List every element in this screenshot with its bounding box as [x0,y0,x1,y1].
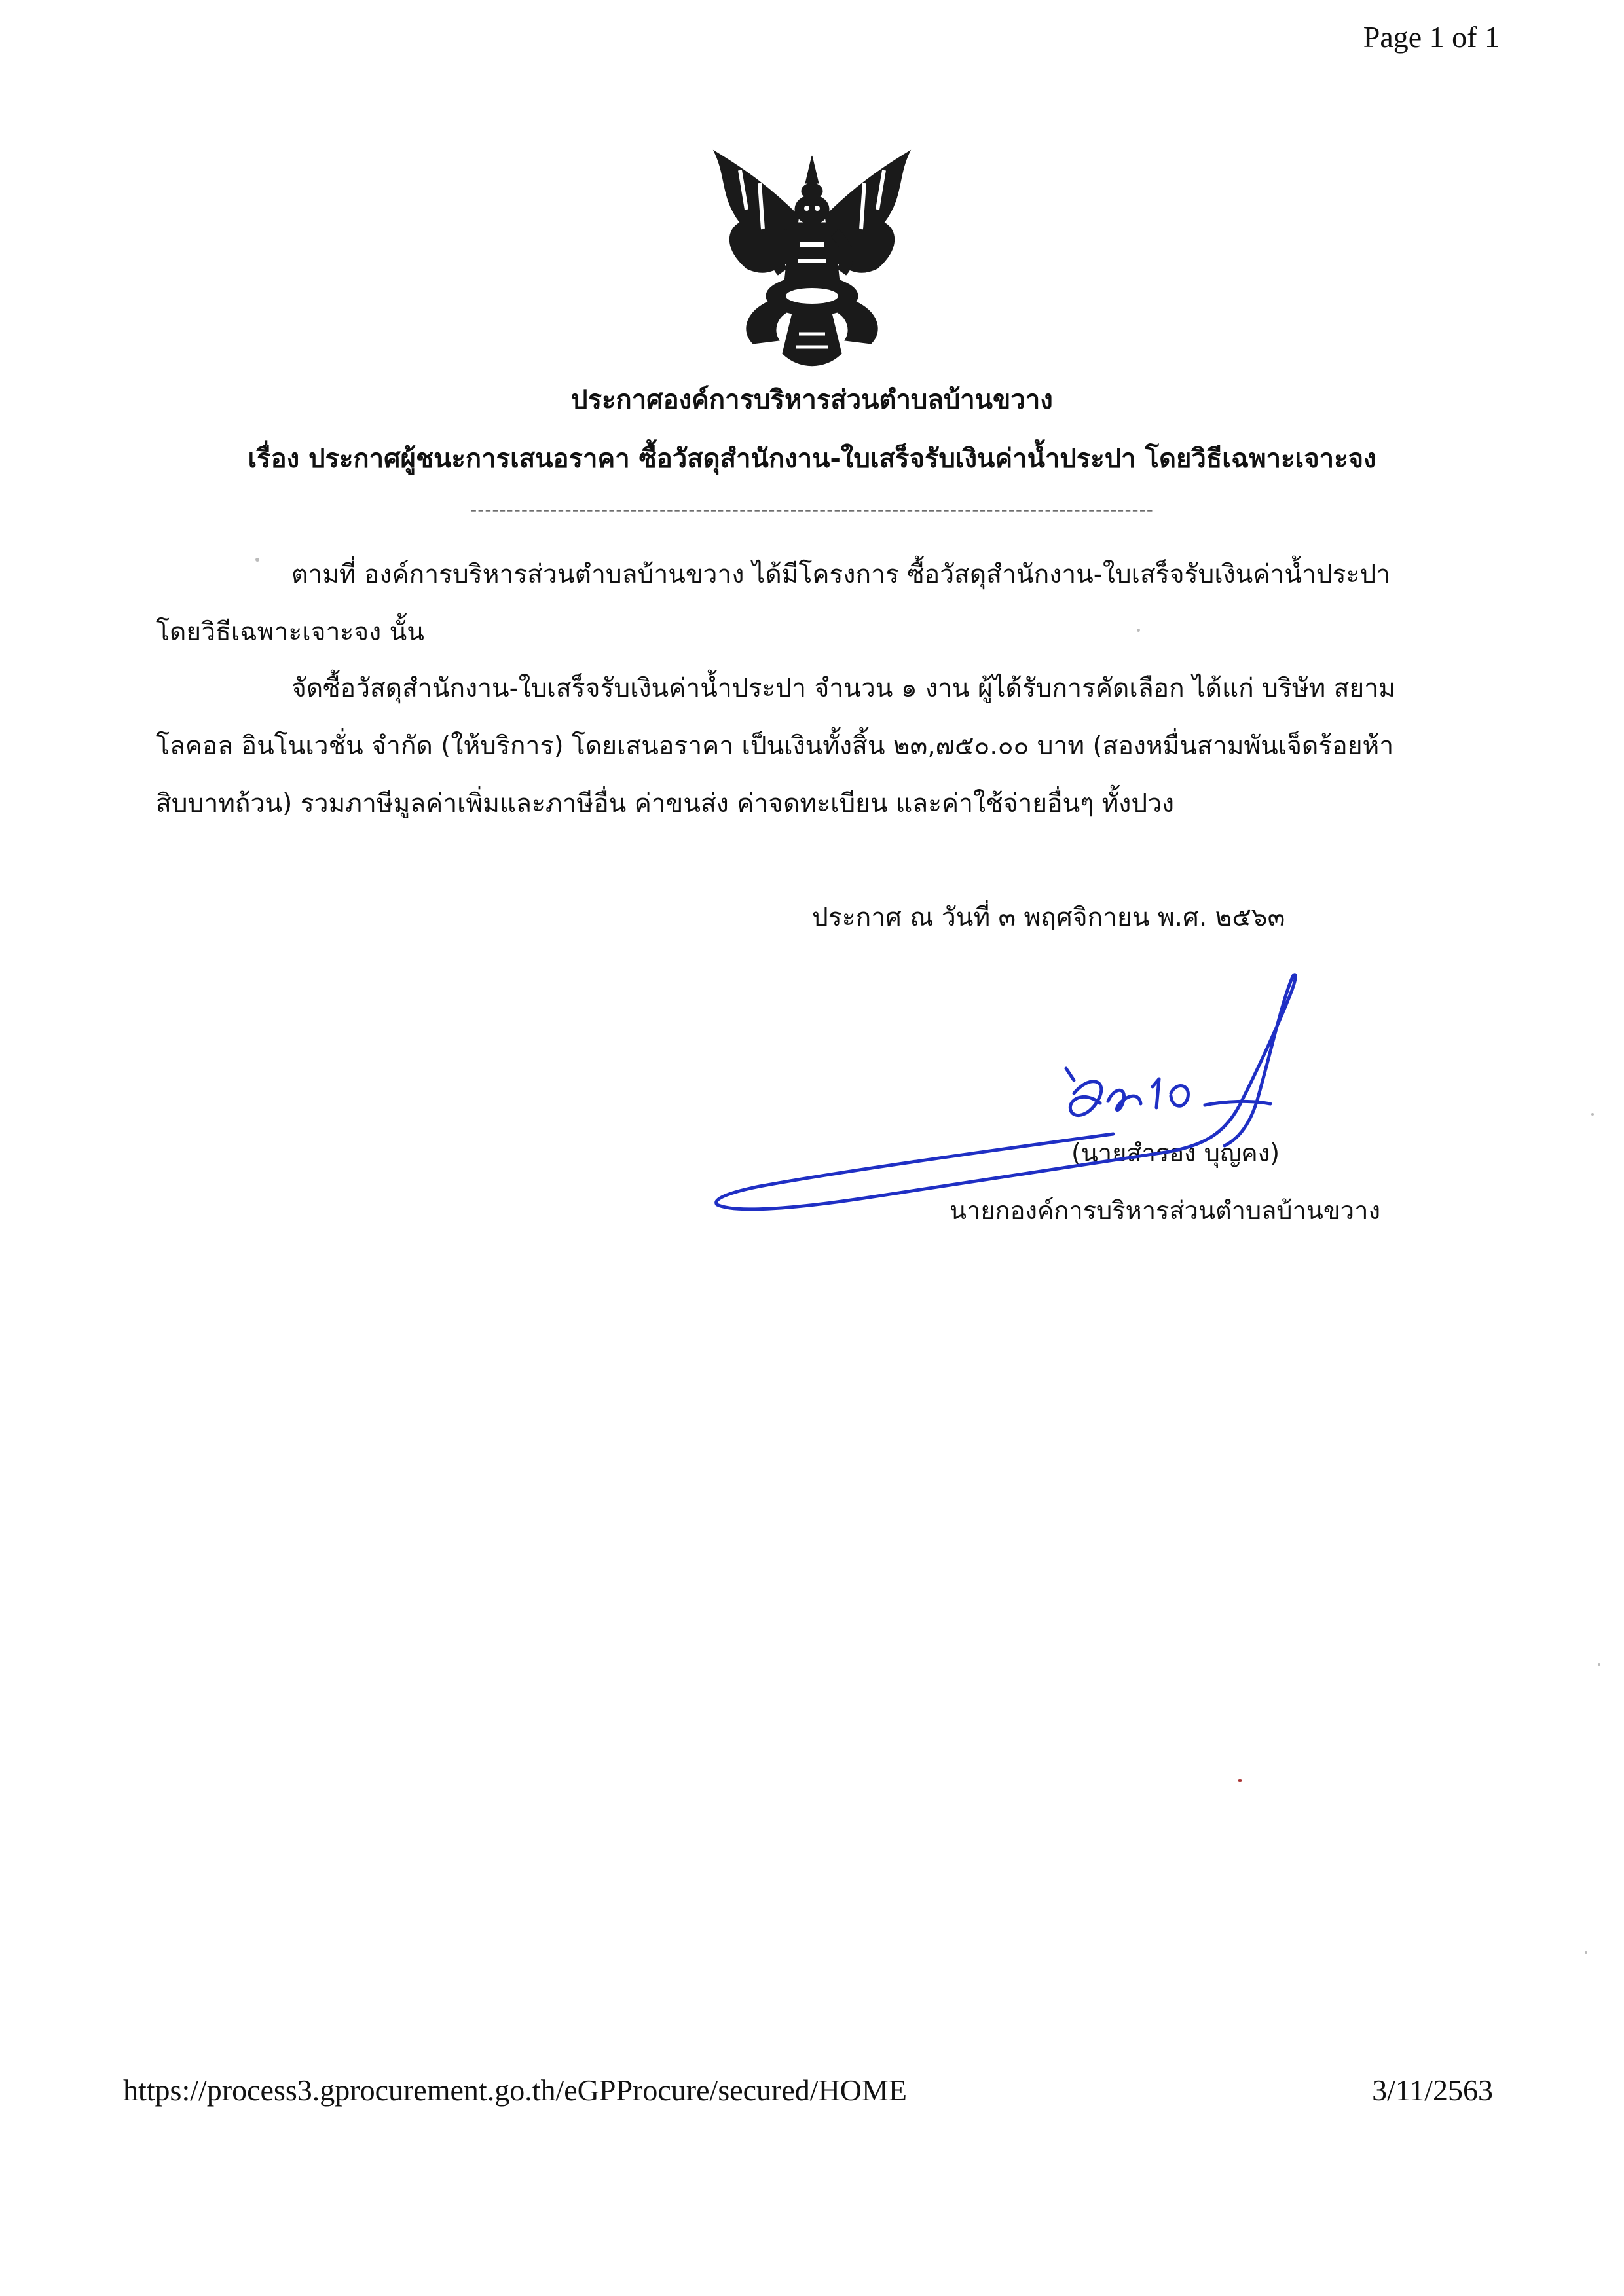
announcement-date: ประกาศ ณ วันที่ ๓ พฤศจิกายน พ.ศ. ๒๕๖๓ [812,903,1285,932]
page-counter: Page 1 of 1 [1363,20,1500,54]
handwritten-signature [707,956,1428,1244]
scan-speck [255,558,259,562]
paragraph-2-line-3: สิบบาทถ้วน) รวมภาษีมูลค่าเพิ่มและภาษีอื่น ค่าขนส่ง ค่าจดทะเบียน และค่าใช้จ่ายอื่นๆ ทั้งปวง [156,789,1175,818]
signer-title: นายกองค์การบริหารส่วนตำบลบ้านขวาง [950,1196,1381,1225]
announcement-subject: เรื่อง ประกาศผู้ชนะการเสนอราคา ซื้อวัสดุสำนักงาน-ใบเสร็จรับเงินค่าน้ำประปา โดยวิธีเฉพาะเจาะจง [248,444,1376,474]
scan-speck [1598,1663,1600,1666]
divider-line: ---------------------------------------------------------------------------------------------- [470,499,1154,520]
signer-name: (นายสำรอง บุญคง) [1071,1139,1280,1167]
announcement-title: ประกาศองค์การบริหารส่วนตำบลบ้านขวาง [571,385,1053,415]
scan-speck [1591,1113,1594,1116]
footer-date: 3/11/2563 [1372,2073,1493,2107]
paragraph-2-line-2: โลคอล อินโนเวชั่น จำกัด (ให้บริการ) โดยเสนอราคา เป็นเงินทั้งสิ้น ๒๓,๗๕๐.๐๐ บาท (สองหมื่นสามพันเจ็ดร้อยห้า [156,731,1394,761]
garuda-emblem-icon [701,144,923,373]
paragraph-2-line-1: จัดซื้อวัสดุสำนักงาน-ใบเสร็จรับเงินค่าน้ำประปา จำนวน ๑ งาน ผู้ได้รับการคัดเลือก ได้แก่ บริษัท สยาม [291,674,1395,703]
scan-speck [1585,1951,1587,1954]
scan-speck [1137,629,1140,632]
paragraph-1-line-1: ตามที่ องค์การบริหารส่วนตำบลบ้านขวาง ได้มีโครงการ ซื้อวัสดุสำนักงาน-ใบเสร็จรับเงินค่าน้ำประปา [291,560,1391,589]
scan-speck [1238,1779,1242,1782]
footer-url: https://process3.gprocurement.go.th/eGPProcure/secured/HOME [123,2073,908,2107]
paragraph-1-line-2: โดยวิธีเฉพาะเจาะจง นั้น [156,617,424,647]
